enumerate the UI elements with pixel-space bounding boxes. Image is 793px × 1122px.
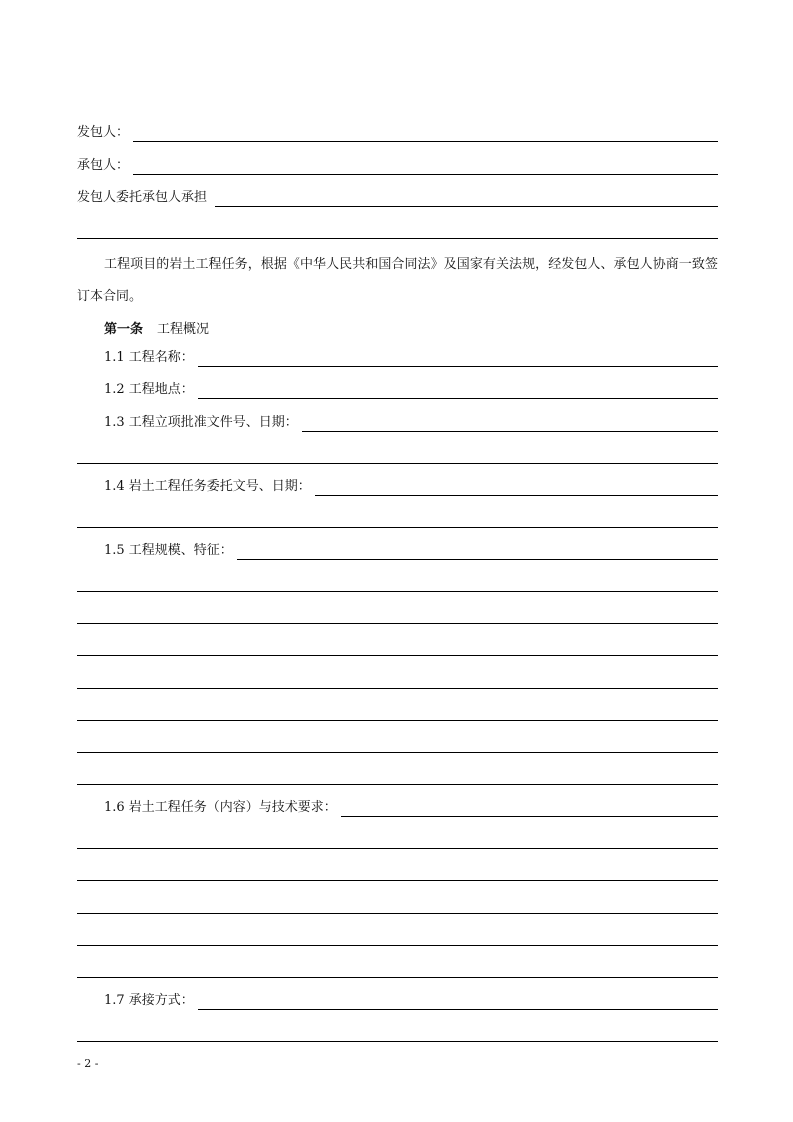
employer-blank-line[interactable]: [133, 140, 718, 142]
scale-features-line[interactable]: [77, 720, 718, 721]
page-number: - 2 -: [77, 1057, 99, 1070]
scale-features-line[interactable]: [77, 591, 718, 592]
item-1-1-label: 1.1 工程名称：: [104, 350, 194, 365]
item-1-6-row: [104, 795, 718, 817]
contractor-row: [77, 153, 718, 175]
contract-mode-blank[interactable]: [198, 1008, 718, 1010]
item-1-3-label: 1.3 工程立项批准文件号、日期：: [104, 415, 298, 430]
scale-features-blank[interactable]: [237, 558, 718, 560]
item-1-7-row: [104, 988, 718, 1010]
article-heading: [104, 318, 209, 337]
project-location-blank[interactable]: [198, 397, 718, 399]
entrust-doc-continuation-line[interactable]: [77, 527, 718, 528]
item-1-4-label: 1.4 岩土工程任务委托文号、日期：: [104, 479, 311, 494]
employer-row: [77, 120, 718, 142]
item-1-1-row: [104, 345, 718, 367]
item-1-5-label: 1.5 工程规模、特征：: [104, 543, 233, 558]
article-number: 第一条: [104, 322, 144, 337]
approval-doc-continuation-line[interactable]: [77, 463, 718, 464]
scale-features-line[interactable]: [77, 655, 718, 656]
intro-paragraph: 工程项目的岩土工程任务，根据《中华人民共和国合同法》及国家有关法规，经发包人、承包人协商一致签订本合同。: [77, 257, 718, 304]
scale-features-line[interactable]: [77, 784, 718, 785]
entrust-blank-line[interactable]: [215, 205, 718, 207]
project-name-blank[interactable]: [198, 365, 718, 367]
item-1-2-row: [104, 377, 718, 399]
item-1-6-label: 1.6 岩土工程任务（内容）与技术要求：: [104, 800, 337, 815]
contractor-label: 承包人：: [77, 158, 130, 173]
task-requirements-line[interactable]: [77, 880, 718, 881]
article-name: 工程概况: [157, 322, 210, 337]
approval-doc-blank[interactable]: [302, 430, 718, 432]
task-requirements-line[interactable]: [77, 913, 718, 914]
employer-label: 发包人：: [77, 125, 130, 140]
item-1-3-row: [104, 410, 718, 432]
scale-features-line[interactable]: [77, 752, 718, 753]
item-1-7-label: 1.7 承接方式：: [104, 993, 194, 1008]
item-1-5-row: [104, 538, 718, 560]
entrust-continuation-line[interactable]: [77, 238, 718, 239]
task-requirements-line[interactable]: [77, 945, 718, 946]
contractor-blank-line[interactable]: [133, 173, 718, 175]
task-requirements-blank[interactable]: [341, 815, 718, 817]
entrust-row: [77, 185, 718, 207]
entrust-doc-blank[interactable]: [315, 494, 718, 496]
entrust-label: 发包人委托承包人承担: [77, 190, 208, 205]
task-requirements-line[interactable]: [77, 848, 718, 849]
scale-features-line[interactable]: [77, 688, 718, 689]
contract-mode-continuation-line[interactable]: [77, 1041, 718, 1042]
scale-features-line[interactable]: [77, 623, 718, 624]
item-1-4-row: [104, 474, 718, 496]
task-requirements-line[interactable]: [77, 977, 718, 978]
item-1-2-label: 1.2 工程地点：: [104, 382, 194, 397]
